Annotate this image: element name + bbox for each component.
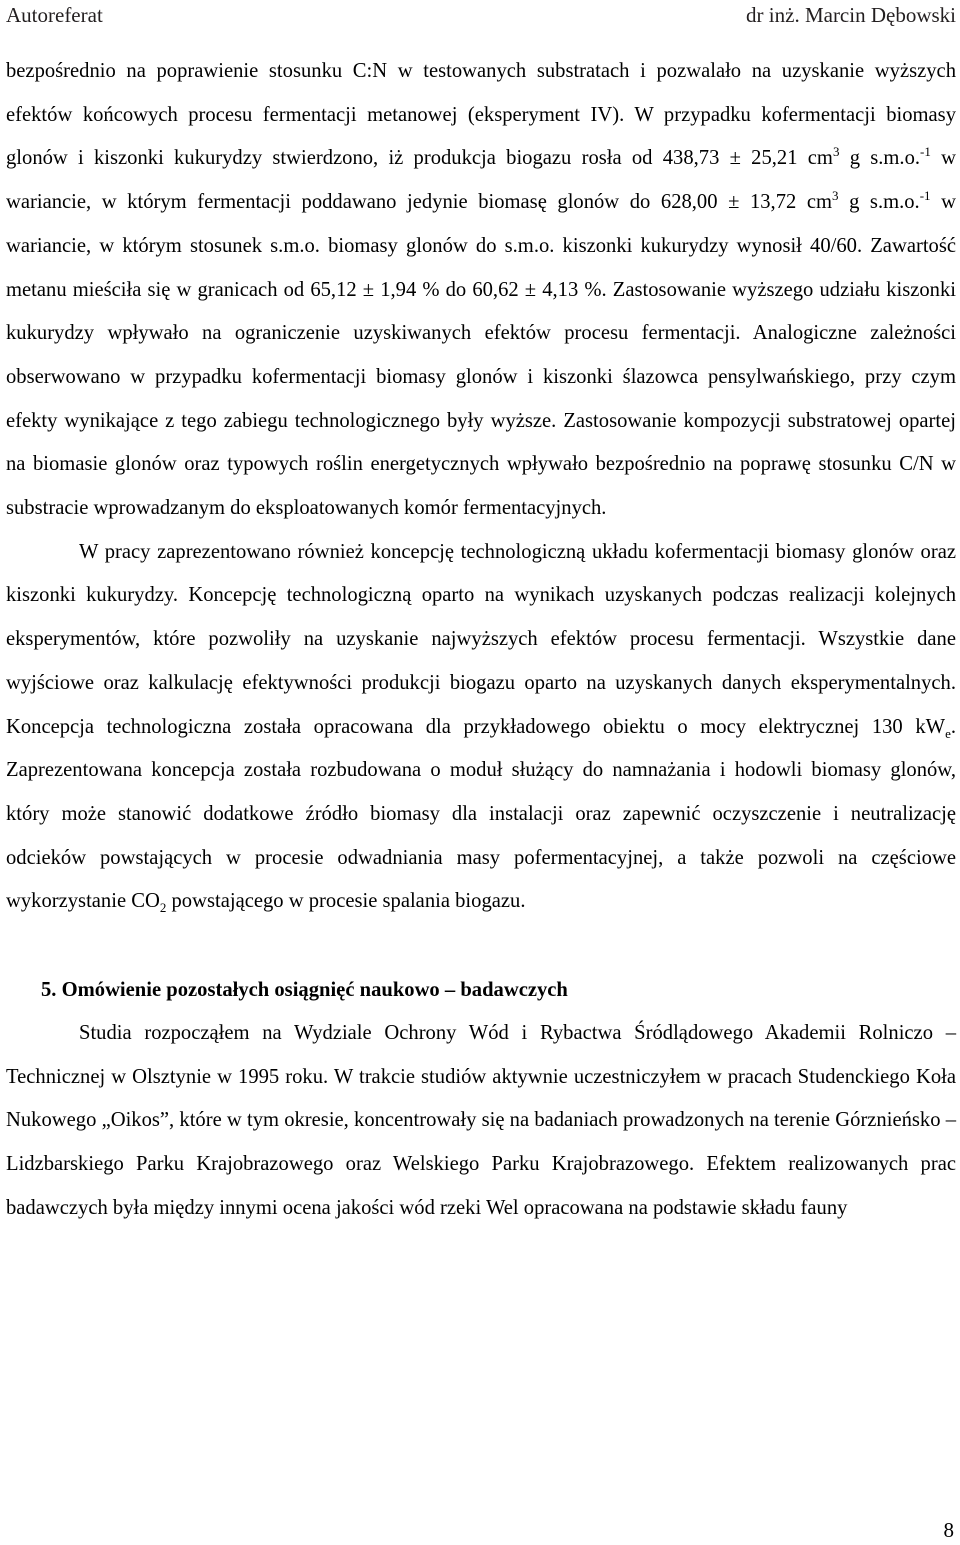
superscript: 3: [832, 144, 840, 160]
paragraph-text: w wariancie, w którym stosunek s.m.o. biomasy glonów do s.m.o. kiszonki kukurydzy wynosił 40/60. Zawartość metanu mieściła się w granicach od 65,12 ± 1,94 % do 60,62 ± 4,13 %. Zastosowanie wyższego udziału kiszonki kukurydzy wpływało na ograniczenie uzyskiwanych efektów procesu fermentacji. Analogiczne zależności obserwowano w przypadku kofermentacji biomasy glonów i kiszonki ślazowca pensylwańskiego, przy czym efekty wynikające z tego zabiegu technologicznego były wyższe. Zastosowanie kompozycji substratowej opartej na biomasie glonów oraz typowych roślin energetycznych wpływało bezpośrednio na poprawę stosunku C/N w substracie wprowadzanym do eksploatowanych komór fermentacyjnych.: [6, 191, 956, 520]
paragraph-text: w wariancie, w którym fermentacji poddawano jedynie biomasę glonów do 628,00 ± 13,72 cm: [6, 147, 957, 214]
paragraph-text: Studia rozpocząłem na Wydziale Ochrony Wód i Rybactwa Śródlądowego Akademii Rolniczo –Technicznej w Olsztynie w 1995 roku. W trakcie studiów aktywnie uczestniczyłem w pracach Studenckiego Koła Nukowego „Oikos”, które w tym okresie, koncentrowały się na badaniach prowadzonych na terenie Górznieńsko – Lidzbarskiego Parku Krajobrazowego oraz Welskiego Parku Krajobrazowego. Efektem realizowanych prac badawczych była między innymi ocena jakości wód rzeki Wel opracowana na podstawie składu fauny: [6, 1022, 956, 1219]
paragraph-text: g s.m.o.: [838, 191, 920, 214]
subscript: e: [945, 725, 951, 741]
superscript: -1: [920, 144, 931, 160]
paragraph-text: g s.m.o.: [839, 147, 921, 170]
header-right-author-name: dr inż. Marcin Dębowski: [746, 3, 956, 27]
subscript: 2: [159, 900, 167, 916]
superscript: 3: [832, 188, 839, 204]
document-body: [6, 50, 956, 1231]
superscript: -1: [919, 188, 931, 204]
paragraph-text: W pracy zaprezentowano również koncepcję technologiczną układu kofermentacji biomasy glonów oraz kiszonki kukurydzy. Koncepcję technologiczną oparto na wynikach uzyskanych podczas realizacji kolejnych eksperymentów, które pozwoliły na uzyskanie najwyższych efektów procesu fermentacji. Wszystkie dane wyjściowe oraz kalkulację efektywności produkcji biogazu oparto na uzyskanych danych eksperymentalnych. Koncepcja technologiczna została opracowana dla przykładowego obiektu o mocy elektrycznej 130 kW: [6, 540, 956, 738]
paragraph-results: [6, 50, 956, 531]
spacer: [6, 924, 956, 968]
paragraph-concept: [6, 531, 956, 924]
paragraph-studies: [6, 1012, 956, 1231]
page-number: 8: [943, 1518, 954, 1542]
paragraph-text: . Zaprezentowana koncepcja została rozbudowana o moduł służący do namnażania i hodowli biomasy glonów, który może stanowić dodatkowe źródło biomasy dla instalacji oraz zapewnić oczyszczenie i neutralizację odcieków powstających w procesie odwadniania masy pofermentacyjnej, a także pozwoli na częściowe wykorzystanie CO: [6, 715, 956, 913]
paragraph-text: powstającego w procesie spalania biogazu.: [166, 890, 526, 913]
header-left-author-doc-type: Autoreferat: [6, 3, 103, 27]
section-heading: 5. Omówienie pozostałych osiągnięć naukowo – badawczych: [41, 979, 568, 1002]
paragraph-text: bezpośrednio na poprawienie stosunku C:N w testowanych substratach i pozwalało na uzyskanie wyższych efektów końcowych procesu fermentacji metanowej (eksperyment IV). W przypadku kofermentacji biomasy glonów i kiszonki kukurydzy stwierdzono, iż produkcja biogazu rosła od 438,73 ± 25,21 cm: [6, 60, 956, 170]
